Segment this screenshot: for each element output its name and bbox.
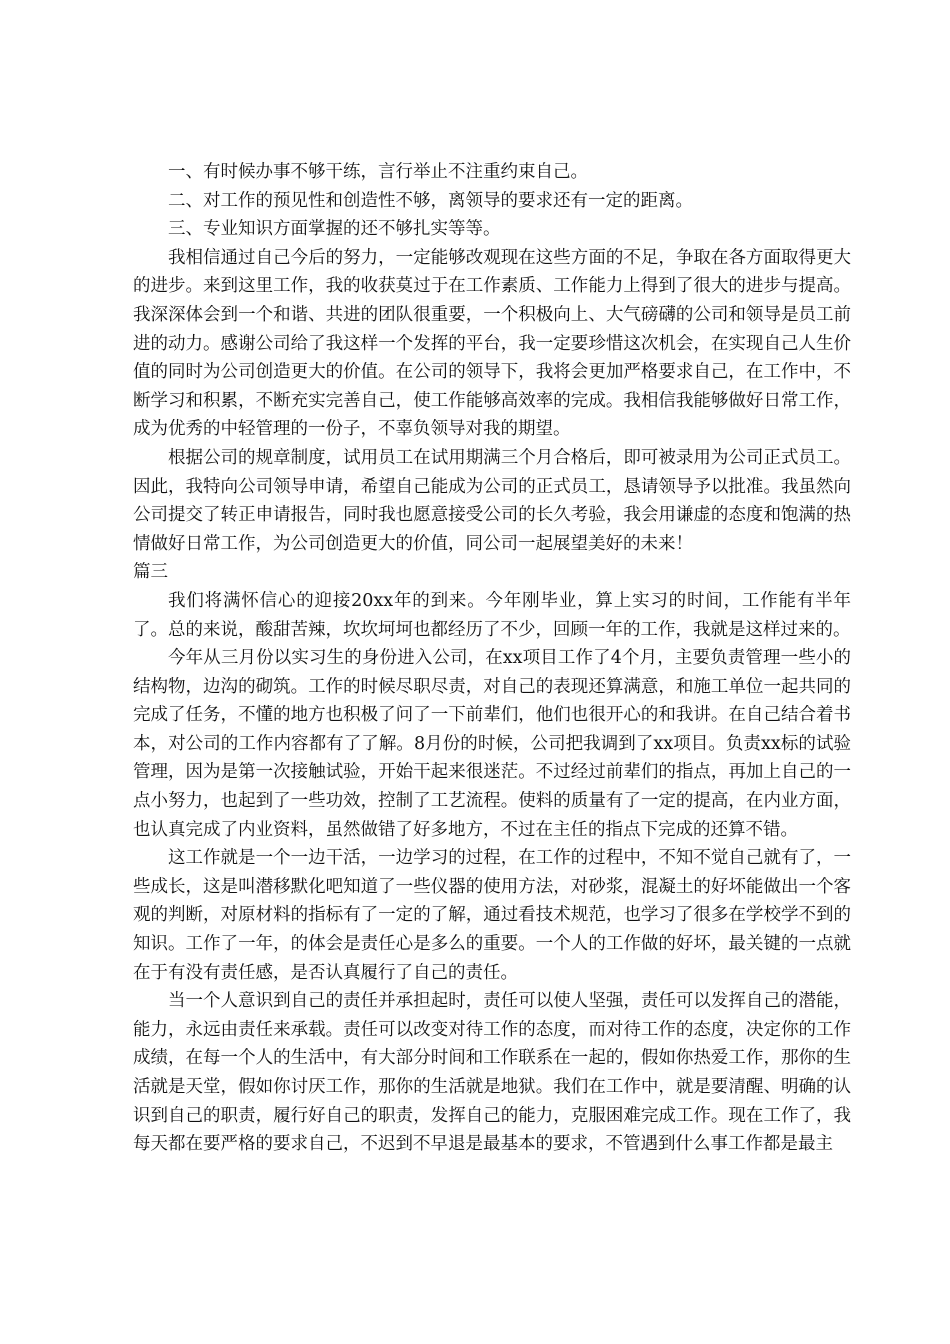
body-paragraph: 今年从三月份以实习生的身份进入公司，在xx项目工作了4个月，主要负责管理一些小的结构物，边沟的砌筑。工作的时候尽职尽责，对自己的表现还算满意，和施工单位一起共同的完成了任务，不懂的地方也积极了问了一下前辈们，他们也很开心的和我讲。在自己结合着书本，对公司的工作内容都有了了解。8月份的时候，公司把我调到了xx项目。负责xx标的试验管理，因为是第一次接触试验，开始干起来很迷茫。不过经过前辈们的指点，再加上自己的一点小努力，也起到了一些功效，控制了工艺流程。使料的质量有了一定的提高，在内业方面，也认真完成了内业资料，虽然做错了好多地方，不过在主任的指点下完成的还算不错。 bbox=[133, 648, 851, 840]
body-paragraph: 当一个人意识到自己的责任并承担起时，责任可以使人坚强，责任可以发挥自己的潜能，能力，永远由责任来承载。责任可以改变对待工作的态度，而对待工作的态度，决定你的工作成绩，在每一个人的生活中，有大部分时间和工作联系在一起的，假如你热爱工作，那你的生活就是天堂，假如你讨厌工作，那你的生活就是地狱。我们在工作中，就是要清醒、明确的认识到自己的职责，履行好自己的职责，发挥自己的能力，克服困难完成工作。现在工作了，我每天都在要严格的要求自己，不迟到不早退是最基本的要求，不管遇到什么事工作都是最主 bbox=[133, 991, 851, 1155]
body-paragraph: 我们将满怀信心的迎接20xx年的到来。今年刚毕业，算上实习的时间，工作能有半年了。总的来说，酸甜苦辣，坎坎坷坷也都经历了不少，回顾一年的工作，我就是这样过来的。 bbox=[133, 590, 851, 640]
list-item-3: 三、专业知识方面掌握的还不够扎实等等。 bbox=[168, 219, 501, 240]
document-body bbox=[133, 158, 851, 1159]
section-heading: 篇三 bbox=[133, 562, 168, 583]
list-item-2: 二、对工作的预见性和创造性不够，离领导的要求还有一定的距离。 bbox=[168, 190, 693, 211]
list-item-1: 一、有时候办事不够干练，言行举止不注重约束自己。 bbox=[168, 162, 588, 182]
body-paragraph: 我相信通过自己今后的努力，一定能够改观现在这些方面的不足，争取在各方面取得更大的进步。来到这里工作，我的收获莫过于在工作素质、工作能力上得到了很大的进步与提高。我深深体会到一个和谐、共进的团队很重要，一个积极向上、大气磅礴的公司和领导是员工前进的动力。感谢公司给了我这样一个发挥的平台，我一定要珍惜这次机会，在实现自己人生价值的同时为公司创造更大的价值。在公司的领导下，我将会更加严格要求自己，在工作中，不断学习和积累，不断充实完善自己，使工作能够高效率的完成。我相信我能够做好日常工作，成为优秀的中轻管理的一份子，不辜负领导对我的期望。 bbox=[133, 247, 851, 440]
body-paragraph: 这工作就是一个一边干活，一边学习的过程，在工作的过程中，不知不觉自己就有了，一些成长，这是叫潜移默化吧知道了一些仪器的使用方法，对砂浆，混凝土的好坏能做出一个客观的判断，对原材料的指标有了一定的了解，通过看技术规范，也学习了很多在学校学不到的知识。工作了一年，的体会是责任心是多么的重要。一个人的工作做的好坏，最关键的一点就在于有没有责任感，是否认真履行了自己的责任。 bbox=[133, 848, 851, 983]
body-paragraph: 根据公司的规章制度，试用员工在试用期满三个月合格后，即可被录用为公司正式员工。因此，我特向公司领导申请，希望自己能成为公司的正式员工，恳请领导予以批准。我虽然向公司提交了转正申请报告，同时我也愿意接受公司的长久考验，我会用谦虚的态度和饱满的热情做好日常工作，为公司创造更大的价值，同公司一起展望美好的未来！ bbox=[133, 447, 851, 554]
